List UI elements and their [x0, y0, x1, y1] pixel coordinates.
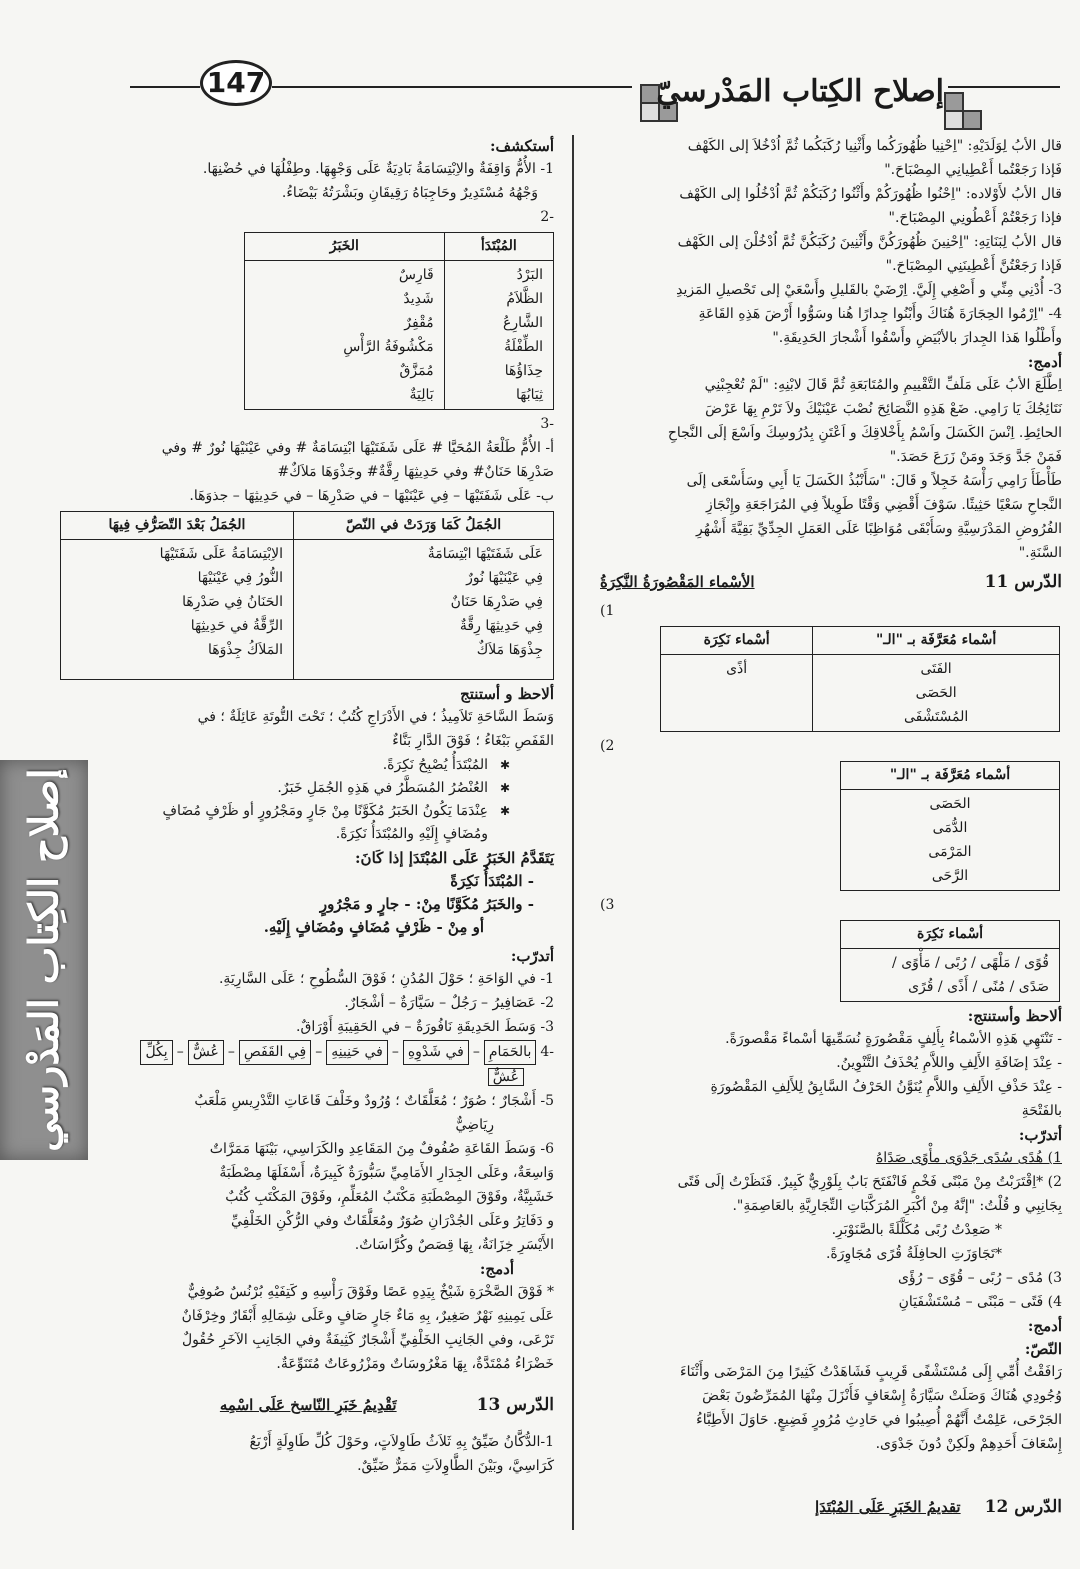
cell-item: الظَّلاَمُ: [506, 291, 543, 307]
table-cell: [61, 540, 294, 680]
section-heading: ألاحظ و أستنتج: [460, 685, 554, 703]
question-number: -3: [540, 416, 554, 432]
table-nouns-3: [840, 920, 1060, 1002]
cell-item: الرَّحَى: [931, 868, 969, 884]
adamij-text: [600, 374, 1062, 565]
text-line: أ- الأُمُّ طَلْعَةُ المُحَيَّا # عَلَى شَفَتَيْهَا ابْتِسَامَةٌ # وفي عَيْنَيْهَا نُورٌ # وفي: [161, 440, 554, 456]
answer-box: بالحَمَامِ: [484, 1040, 537, 1065]
cell-item: المَرْمَى: [928, 844, 972, 860]
table-header: الخَبَرُ: [245, 233, 445, 261]
text-line: 1- الأُمُّ وَاقِفَةٌ والاِبْتِسَامَةُ بَادِيَةٌ عَلَى وَجْهِهَا. وطِفْلُهَا في حُضْنِهَا.: [202, 161, 554, 177]
header-rule-left: [130, 86, 200, 88]
text-line: فَإذا رَجَعْتُنَّ أَعْطِينَنِي المِصْبَاحَ.": [885, 258, 1062, 274]
cell-item: المُسْتَشْفَى: [904, 709, 969, 725]
cell-item: الحَصَى: [915, 685, 957, 701]
text-line: عَلَى يَمِينِهِ نَهْرٌ صَغِيرٌ، بِهِ مَاءٌ جَارٍ صَافٍ وعَلَى شِمَالِهِ أَبْقَارٌ وخِرْفَانٌ: [181, 1308, 554, 1324]
table-cell: [293, 540, 553, 680]
cell-item: فِي عَيْنَيْهَا نُورٌ: [466, 570, 543, 586]
cell-item: شَدِيدٌ: [403, 291, 434, 307]
right-column: [600, 135, 1062, 1525]
text-line: قال الأبُ لِوَلَدَيْهِ: "اِحْنِيا ظُهُورَكُما وأَثْنِيا رُكَبَكُما ثُمَّ اُدْخُلاَ إلى الكَهْف: [687, 138, 1062, 154]
cell-item: قُوًى / مَلْهًى / رُبًى / مَأْوًى /: [892, 955, 1049, 971]
cell-item: الحَنَانُ فِي صَدْرِهَا: [182, 594, 283, 610]
text-line: رِيَاضِيٌّ: [455, 1117, 494, 1133]
cell-item: مُقْفِرٌ: [404, 315, 434, 331]
answer-box: في شَدْوِهِ: [403, 1040, 469, 1065]
text-line: تَرْعَى، وفي الجَانِبِ الخَلْفِيِّ أَشْجَارٌ كَثِيفَةٌ وفي الجَانِبِ الآخَرِ حُقُولٌ: [181, 1332, 554, 1348]
text-line: الفُرُوضِ المَدْرَسِيَّةِ وسَأَبْقَى مُوَاظِبًا عَلَى العَمَلِ الجِدِّيِّ بَقِيَّةَ أَشْهُرِ: [696, 521, 1062, 537]
answer-box: بِكُلِّ: [140, 1040, 172, 1065]
text-line: 1-الدُّكَّانُ ضَيِّقٌ بِهِ ثَلاَثُ طَاوِلاَتٍ، وحَوْلَ كُلِّ طَاوِلَةٍ أَرْبَعُ: [249, 1434, 554, 1450]
lesson-13-heading: [60, 1394, 554, 1417]
table-header: أسْماء نَكِرَة: [661, 627, 813, 655]
cell-item: الفَتَى: [920, 661, 952, 677]
book-title: إصلاح الكِتاب المَدْرسيّ: [656, 74, 944, 109]
text-line: 3) مُدًى – رُبًى – قُوًى – رُؤًى: [897, 1270, 1062, 1286]
cell-item: الدُّمَى: [932, 820, 968, 836]
cell-item: الحَصَى: [929, 796, 971, 812]
text-line: - عِنْدَ حَذْفِ الأَلِفِ واللاَّمِ يُنَوَّنُ الحَرْفُ السَّابِقُ لِلأَلِفِ المَقْصُورَةِ: [710, 1079, 1062, 1095]
table-sentences: [60, 511, 554, 680]
bullet-item: ✱ العُنْصُرُ المُسَطَّرُ في هَذِهِ الجُمَلِ خَبَرٌ.: [60, 777, 514, 800]
section-heading: أتدرّب:: [1018, 1126, 1062, 1144]
text-line: 6- وَسَطَ القَاعَةِ صُفُوفٌ مِنَ المَقَاعِدِ والكَرَاسِي، بَيْنَهَا مَمَرَّاتٌ: [209, 1141, 554, 1157]
cell-item: الطِّفْلَةُ: [504, 339, 543, 355]
text-line: قال الأبُ لأَوْلاده: "اِحْنُوا ظُهُورَكُمْ وأَثْنُوا رُكَبَكُمْ ثُمَّ اُدْخُلُوا إلى الكَهْف: [679, 186, 1062, 202]
text-line: 1) هُدًى سُدًى جَدْوَى مأْوًى صَدًاهُ: [875, 1150, 1062, 1166]
lines-top: [600, 135, 1062, 350]
text-line: 2) *اِقْتَرَبْتُ مِنْ مَبْنًى فَخْمٍ فَانْفَتَحَ بَابٌ بِلَوْرِيٌّ كَبِيرٌ. فَنَظَرْتُ إلَى فَتًى: [677, 1174, 1062, 1190]
bullet-item: ✱ عِنْدَمَا يَكُونُ الخَبَرُ مُكَوَّنًا مِنْ جَارٍ ومَجْرُورٍ أو ظَرْفٍ مُضَافٍ: [60, 800, 514, 823]
cell-item: الاِبْتِسَامَةُ عَلَى شَفَتَيْهَا: [159, 546, 283, 562]
table-header: أسْماء نَكِرَة: [841, 921, 1060, 949]
section-heading: أدمج:: [479, 1260, 514, 1278]
cell-item: فِي صَدْرِهَا حَنَانٌ: [450, 594, 543, 610]
text-line: 3- وَسَطَ الحَدِيقَةِ نَافُورَةٌ – في الحَقِيبَةِ أَوْرَاقٌ.: [296, 1019, 554, 1035]
answer-box: في حَنِينِهِ: [326, 1040, 388, 1065]
cell-item: الرِّقَّةُ في حَدِيثِهَا: [190, 618, 283, 634]
lesson-title: الأسْماء المَقْصُورَةُ النَّكِرَةُ: [600, 573, 755, 591]
text-line: الحائِطِ. اِنْسَ الكَسَلَ واَسْمُ بِأَخْلاقِكَ و اَعْتَنِ بِدُرُوسِكَ واَسْعَ إلَى النَّجاحِ: [667, 425, 1062, 441]
text-line: طَأْطَأَ رَامِي رَأْسَهُ خَجِلاً و قَالَ: "سَأَنْبُذُ الكَسَلَ يَا أَبِي وسَأَسْعَى إلَى: [686, 473, 1062, 489]
text-line: وأَطْلُوا هَذا الجِدارَ بالأبْيَضِ وأَسْقُوا أَشْجارَ الحَدِيقَةِ.": [772, 330, 1062, 346]
header-rule-right: [948, 86, 1060, 88]
question-number: 3): [600, 897, 615, 913]
text-line: 4) فَتًى – مَبْنًى – مُسْتَشْفَيَانِ: [898, 1294, 1062, 1310]
rule-line: - والخَبَرُ مُكَوَّنًا مِنْ: - جارٍ و مَجْرُورٍ: [319, 895, 534, 913]
text-line: و دَفَاتِرُ وعَلَى الجُدْرَانِ صُوَرٌ ومُعَلَّقَاتٌ وفي الرُّكْنِ الخَلْفِيِّ: [230, 1213, 554, 1229]
text-line: وَاسِعَةٌ، وعَلَى الجِدَارِ الأَمَامِيِّ سَبُّورَةٌ كَبِيرَةٌ، أَسْفَلَهَا مِصْطَبَةٌ: [219, 1165, 554, 1181]
lesson-number: الدّرس 12: [984, 1497, 1062, 1517]
table-header: الجُمَلُ بَعْدَ التّصَرُّفِ فِيهَا: [61, 512, 294, 540]
bullet-item: ✱ المُبْتَدَأُ يُصْبِحُ نَكِرَةً.: [60, 754, 514, 777]
table-cell: [444, 261, 553, 410]
rule-line: - المُبْتَدَأُ نَكِرَةً: [450, 872, 534, 890]
section-heading: ألاحظ وأستنتج:: [967, 1007, 1062, 1025]
decor-square: [944, 92, 964, 112]
cell-item: ثِيَابُهَا: [515, 387, 543, 403]
lesson-title: تقديمُ الخَبَرِ عَلَى المُبْتَدَإ: [815, 1498, 961, 1516]
exercise-4: -4 بالحَمَامِ – في شَدْوِهِ – في حَنِينِهِ – فِي القَفَصِ – عُشٌّ – بِكُلِّ: [60, 1040, 554, 1065]
text-line: وُجُودِي هُنَاكَ وَصَلَتْ سَيَّارَةُ إِسْعَافٍ فَأَنْزَلَ مِنْهَا المُمَرِّضُونَ بَعْضَ: [702, 1388, 1062, 1404]
table-header: الجُمَلُ كَمَا وَرَدَتْ في النّصّ: [293, 512, 553, 540]
text-line: 1- في الوَاحَةِ ؛ حَوْلَ المُدُنِ ؛ فَوْقَ السُّطُوحِ ؛ عَلَى السَّارِيَةِ.: [218, 971, 554, 987]
bullet-list: [60, 754, 554, 823]
cell-item: فِي حَدِيثِهَا رِقَّةٌ: [459, 618, 543, 634]
text-line: وَسَطَ السَّاحَةِ تَلاَمِيذُ ؛ في الأَدْرَاجِ كُتُبٌ ؛ تَحْتَ التُّوتَةِ عَائِلَةٌ ؛ في: [197, 709, 554, 725]
text-line: 5- أَشْجَارٌ ؛ صُوَرٌ ؛ مُعَلَّقَاتٌ ؛ وُرُودٌ وخَلْفَ قَاعَاتِ التَّدْرِيسِ مَلْعَبٌ: [194, 1093, 554, 1109]
section-heading: أدمج:: [1027, 353, 1062, 371]
text-line: * صَعِدْتُ رُبًى مُكَلَّلَةً بالصَّنَوْبَرِ.: [831, 1222, 1002, 1238]
cell-item: مَكْشُوفَةُ الرَّأْسِ: [343, 339, 434, 355]
lesson-11-heading: [600, 571, 1062, 594]
section-heading: أتدرّب:: [510, 947, 554, 965]
rule-line: أو مِنْ - ظَرْفٍ مُضَافٍ ومُضَافٍ إِلَيْهِ.: [263, 918, 484, 936]
answer-box: فِي القَفَصِ: [239, 1040, 311, 1065]
text-line: رَافَقْتُ أُمِّي إِلَى مُسْتَشْفًى قَرِيبٍ فَشَاهَدْتُ كَثِيرًا مِنَ المَرْضَى وأَثْنَاءَ: [679, 1364, 1062, 1380]
table-cell: [841, 790, 1060, 891]
cell-item: بَالِيَةٌ: [409, 387, 434, 403]
text-line: الأَيْسَرِ خِزَانَةٌ، بِهَا قِصَصٌ وكُرَّاسَاتٌ.: [354, 1237, 554, 1253]
text-line: وَجْهُهُ مُسْتَدِيرٌ وحَاجِبَاهُ رَقِيقَانِ وبَشْرَتُهُ بَيْضَاءُ.: [281, 185, 538, 201]
text-line: فَمَنْ جَدَّ وَجَدَ ومَنْ زَرَعَ حَصَدَ.": [889, 449, 1062, 465]
table-nouns-2: [840, 761, 1060, 891]
text-line: كَرَاسِيَّ، وبَيْنَ الطَّاوِلاَتِ مَمَرٌّ ضَيِّقٌ.: [357, 1458, 554, 1474]
text-line: نَتَائِجُكَ يَا رَامِي. ضَعْ هَذِهِ النَّصَائِحَ نُصْبَ عَيْنَيْكَ ولاَ تَرْمِ بِهَا عَرْضَ: [705, 401, 1062, 417]
page-number: 147: [200, 60, 272, 106]
section-heading: أستكشف:: [490, 137, 554, 155]
cell-item: صَدًى / مُنًى / أَذًى / قُرًى: [908, 979, 1049, 995]
text-line: 3- أُدْنِي مِنِّي و أَصْغِي إِلَيَّ. اِرْضَيْ بالقَليلِ وأَسْعَيْ إلى تَحْصيلِ المَزيدِ: [676, 282, 1062, 298]
question-number: 1): [600, 603, 615, 619]
text-line: فإذا رَجَعْتُمْ أَعْطُونِي المِصْبَاحَ.": [888, 210, 1062, 226]
cell-item: جِذْوَهَا مَلاَكٌ: [476, 642, 543, 658]
lesson-12-heading: [600, 1496, 1062, 1519]
text-line: 2- عَصَافِيرُ – رَجُلٌ – سَيَّارَةٌ – أشْجَارٌ.: [344, 995, 554, 1011]
lesson-title: تَقْدِيمُ خَبَرِ النّاسخ عَلَى اسْمِه: [219, 1396, 397, 1414]
question-number: 2): [600, 738, 615, 754]
question-number: -4: [540, 1044, 554, 1060]
text-line: 4- "اِرْمُوا الحِجَارَةَ هُنَاكَ وأَبْنُوا جِدارًا هُنا وسَوُّوا أَرْضَ هَذِهِ القَاعَةِ: [698, 306, 1062, 322]
table-cell: [813, 655, 1060, 732]
rule-heading: يَتَقَدَّمُ الخَبَرُ عَلَى المُبْتَدَإ إذا كَانَ:: [355, 849, 554, 867]
cell-item: المَلاَكُ جِذْوَهَا: [207, 642, 283, 658]
text-line: السَّنَةِ.": [1018, 545, 1062, 561]
text-line: *تَجَاوَزَتِ الحافِلَةُ قُرًى مُجَاوِرَةً.: [825, 1246, 1002, 1262]
table-cell: [841, 949, 1060, 1002]
text-line: النَّجاحِ سَعْيًا حَثِيثًا. سَوْفَ أَقْضِي وَقْتًا طَوِيلاً فِي المُرَاجَعَةِ وإِنْجَازِ: [706, 497, 1062, 513]
text-line: - تَنْتَهِي هَذِهِ الأسْماءُ بِأَلِفٍ مَقْصُورَةٍ نُسَمِّيهَا أسْماءً مَقْصورَةً.: [725, 1031, 1062, 1047]
decor-square: [944, 110, 964, 130]
cell-item: أذًى: [726, 661, 748, 677]
cell-item: حِذَاؤُهَا: [504, 363, 543, 379]
table-cell: [661, 655, 813, 732]
table-mubtada-khabar: [244, 232, 554, 410]
text-line: القَفَصِ بَبْغَاءُ ؛ فَوْقَ الدَّارِ بَنَّاءٌ: [392, 733, 554, 749]
text-line: اِطَّلَعَ الأبُ عَلَى مَلَفِّ التَّقْييمِ والمُتَابَعَةِ ثُمَّ قَالَ لابْنِهِ: "لَمْ تُعْجِبْنِي: [704, 377, 1062, 393]
text-line: * فَوْقَ الصَّخْرَةِ شَيْخٌ بِيَدِهِ عَصًا وفَوْقَ رَأْسِهِ و كَتِفَيْهِ بُرْنُسٌ صُوفِيٌّ: [187, 1284, 554, 1300]
text-line: الجَرْحَى، عَلِمْتُ أَنَّهُمْ أُصِيبُوا في حَادِثِ مُرُورٍ فَضِيعٍ. حَاوَلَ الأَطِبَّاءُ: [696, 1412, 1062, 1428]
text-line: بِجَانِبِي و قُلْتُ: "إنَّهُ مِنْ أكْبَرِ المُرَكَّبَاتِ التِّجَارِيَّةِ بالعَاصِمَةِ".: [732, 1198, 1062, 1214]
text-line: فَإذا رَجَعْتُما أَعْطِيانِي المِصْبَاحَ.": [884, 162, 1062, 178]
column-divider: [572, 135, 574, 1530]
question-number: -2: [540, 209, 554, 225]
cell-item: الشَّارِعُ: [502, 315, 543, 331]
cell-item: النُّورُ فِي عَيْنَيْهَا: [197, 570, 283, 586]
header-rule-middle: [272, 86, 632, 88]
table-nouns-1: [660, 626, 1060, 732]
side-banner-text: إصلاح الكِتاب المَدْرسي: [20, 768, 68, 1152]
table-header: أسْماء مُعَرَّفَة بـ "الـ": [813, 627, 1060, 655]
text-line: ب- عَلَى شَفَتَيْهَا – فِي عَيْنَيْهَا – في صَدْرِهَا – في حَدِيثِهَا – جذوَهَا.: [189, 488, 554, 504]
answer-box: عُشٌّ: [188, 1040, 224, 1065]
text-line: صَدْرِهَا حَنَانٌ# وفي حَدِيثِهَا رِقَّةٌ# وجَذْوَهَا مَلاَكٌ#: [277, 464, 554, 480]
decor-square: [962, 110, 982, 130]
answer-box: عُشٌّ: [488, 1068, 524, 1086]
section-heading: النّصّ:: [1024, 1340, 1062, 1358]
text-line: قال الأبُ لِبَنَاتِهِ: "اِحْنِينَ ظُهُورَكُنَّ وأَثْنِينَ رُكَبَكُنَّ ثُمَّ اُدْخُلْنَ إلى الكَهْف: [677, 234, 1062, 250]
table-header: أسْماء مُعَرَّفَة بـ "الـ": [841, 762, 1060, 790]
lesson-number: الدّرس 13: [476, 1395, 554, 1415]
table-header: المُبْتَدَأ: [444, 233, 553, 261]
section-heading: أدمج:: [1027, 1317, 1062, 1335]
text-line: بالفَتْحَةِ: [1021, 1103, 1062, 1119]
text-line: خَضْرَاءُ مُمْتَدَّةٌ، بِهَا مَغْرُوسَاتٌ ومَزْرُوعَاتٌ مُتَنَوِّعَةٌ.: [276, 1356, 554, 1372]
cell-item: عَلَى شَفَتَيْهَا ابْتِسَامَةٌ: [427, 546, 543, 562]
text-line: ومُضَافٍ إِلَيْهِ والمُبْتَدَأُ نَكِرَةً.: [335, 826, 488, 842]
cell-item: مُمَزَّقٌ: [399, 363, 434, 379]
text-line: - عِنْدَ إضَافَةِ الأَلِفِ واللاَّمِ يُحْذَفُ التَّنْوِينُ.: [836, 1055, 1062, 1071]
left-column: [60, 135, 554, 1479]
lesson-number: الدّرس 11: [984, 572, 1062, 592]
table-cell: [245, 261, 445, 410]
text-line: إِسْعَافَ أَحَدِهِمْ ولَكِنْ دُونَ جَدْوَى.: [875, 1436, 1062, 1452]
text-line: خَشَبِيَّةٌ، وفَوْقَ المِصْطَبَةِ مَكْتَبُ المُعَلِّمِ، وفَوْقَ المَكْتَبِ كُتُبٌ: [225, 1189, 554, 1205]
cell-item: قَارِسٌ: [398, 267, 434, 283]
cell-item: البَرْدُ: [516, 267, 543, 283]
